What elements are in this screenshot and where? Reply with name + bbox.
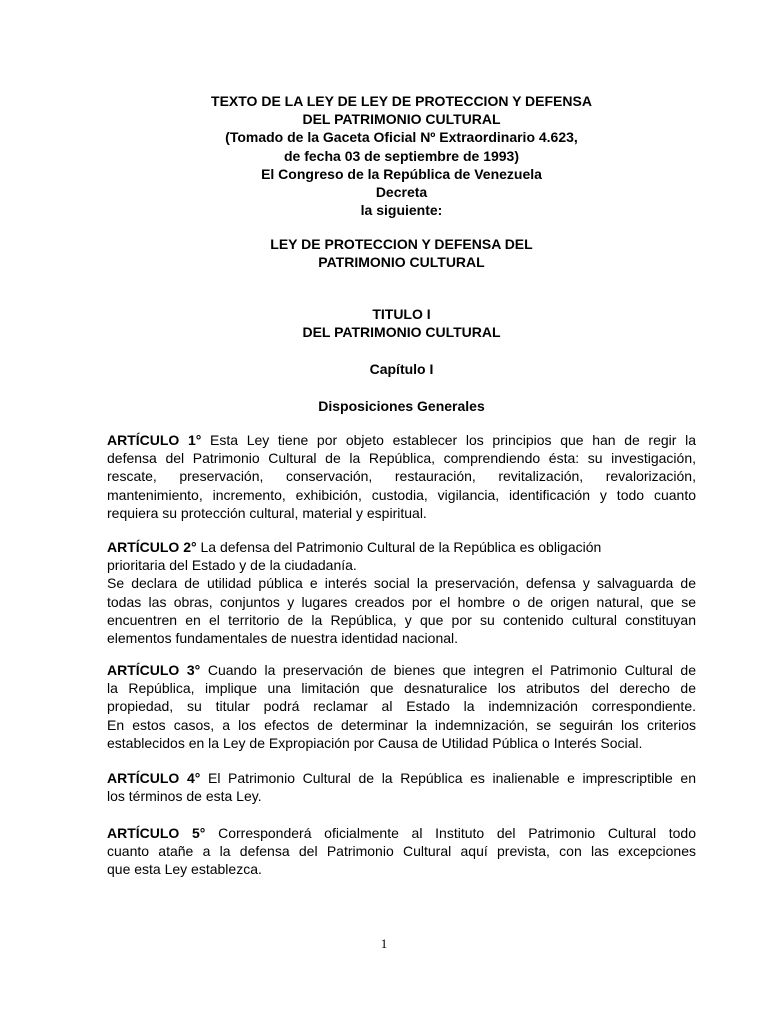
article-text-line: que esta Ley establezca. bbox=[107, 861, 262, 878]
header-line: DEL PATRIMONIO CULTURAL bbox=[302, 111, 501, 128]
article-text-line: El Patrimonio Cultural de la República es inalienable e imprescriptible en bbox=[200, 770, 696, 786]
article-text-line: La defensa del Patrimonio Cultural de la República es obligación bbox=[196, 539, 602, 555]
header-line: Decreta bbox=[375, 184, 428, 201]
article-text-line: encuentren en el territorio de la República, y que por su contenido cultural constituyan bbox=[107, 611, 696, 628]
header-line: El Congreso de la República de Venezuela bbox=[261, 165, 542, 182]
article-text-line: Corresponderá oficialmente al Instituto del Patrimonio Cultural todo bbox=[205, 825, 696, 841]
article-text-line: rescate, preservación, conservación, restauración, revitalización, revalorización, bbox=[107, 468, 696, 485]
titulo-line: TITULO I bbox=[372, 306, 431, 322]
article-5 bbox=[107, 824, 696, 879]
article-text-line: Se declara de utilidad pública e interés social la preservación, defensa y salvaguarda de bbox=[107, 575, 696, 592]
article-1 bbox=[107, 431, 696, 522]
article-label: ARTÍCULO 1° bbox=[107, 432, 202, 448]
section-heading bbox=[107, 397, 696, 415]
article-text-line: prioritaria del Estado y de la ciudadanía. bbox=[107, 557, 357, 574]
article-text-line: Cuando la preservación de bienes que integren el Patrimonio Cultural de bbox=[200, 662, 696, 678]
article-text-line: En estos casos, a los efectos de determinar la indemnización, se seguirán los criterios bbox=[107, 716, 696, 733]
article-text-line: Esta Ley tiene por objeto establecer los principios que han de regir la bbox=[201, 432, 696, 448]
header-line: de fecha 03 de septiembre de 1993) bbox=[284, 147, 519, 164]
article-label: ARTÍCULO 3° bbox=[107, 662, 201, 678]
article-text-line: cuanto atañe a la defensa del Patrimonio Cultural aquí prevista, con las excepciones bbox=[107, 843, 696, 860]
article-text-line: los términos de esta Ley. bbox=[107, 788, 262, 805]
article-text-line: elementos fundamentales de nuestra identidad nacional. bbox=[107, 630, 459, 647]
article-text-line: propiedad, su titular podrá reclamar al Estado la indemnización correspondiente. bbox=[107, 698, 696, 715]
article-text-line: defensa del Patrimonio Cultural de la República, comprendiendo ésta: su investigación, bbox=[107, 450, 696, 467]
law-title-line: PATRIMONIO CULTURAL bbox=[318, 254, 485, 271]
article-label: ARTÍCULO 4° bbox=[107, 770, 201, 786]
chapter-heading bbox=[107, 360, 696, 378]
article-2 bbox=[107, 538, 696, 647]
titulo-heading bbox=[107, 305, 696, 341]
article-label: ARTÍCULO 5° bbox=[107, 825, 206, 841]
titulo-line: DEL PATRIMONIO CULTURAL bbox=[302, 324, 501, 341]
section-heading-text: Disposiciones Generales bbox=[318, 398, 485, 414]
article-label: ARTÍCULO 2° bbox=[107, 539, 197, 555]
article-text-line: mantenimiento, incremento, exhibición, custodia, vigilancia, identificación y todo cuanto bbox=[107, 486, 696, 503]
article-3 bbox=[107, 661, 696, 752]
header-line: la siguiente: bbox=[360, 202, 443, 219]
law-title-line: LEY DE PROTECCION Y DEFENSA DEL bbox=[270, 236, 533, 252]
document-header bbox=[107, 92, 696, 219]
header-line: (Tomado de la Gaceta Oficial Nº Extraordinario 4.623, bbox=[225, 129, 578, 146]
article-text-line: la República, implique una limitación que desnaturalice los atributos del derecho de bbox=[107, 680, 696, 697]
article-text-line: establecidos en la Ley de Expropiación por Causa de Utilidad Pública o Interés Social. bbox=[107, 734, 643, 751]
page-number: 1 bbox=[380, 936, 388, 951]
header-line: TEXTO DE LA LEY DE LEY DE PROTECCION Y DEFENSA bbox=[211, 93, 592, 109]
article-text-line: requiera su protección cultural, material y espiritual. bbox=[107, 504, 427, 521]
chapter-heading-text: Capítulo I bbox=[369, 361, 434, 377]
law-title bbox=[107, 235, 696, 271]
article-4 bbox=[107, 769, 696, 805]
article-text-line: todas las obras, conjuntos y lugares creados por el hombre o de origen natural, que se bbox=[107, 593, 696, 610]
